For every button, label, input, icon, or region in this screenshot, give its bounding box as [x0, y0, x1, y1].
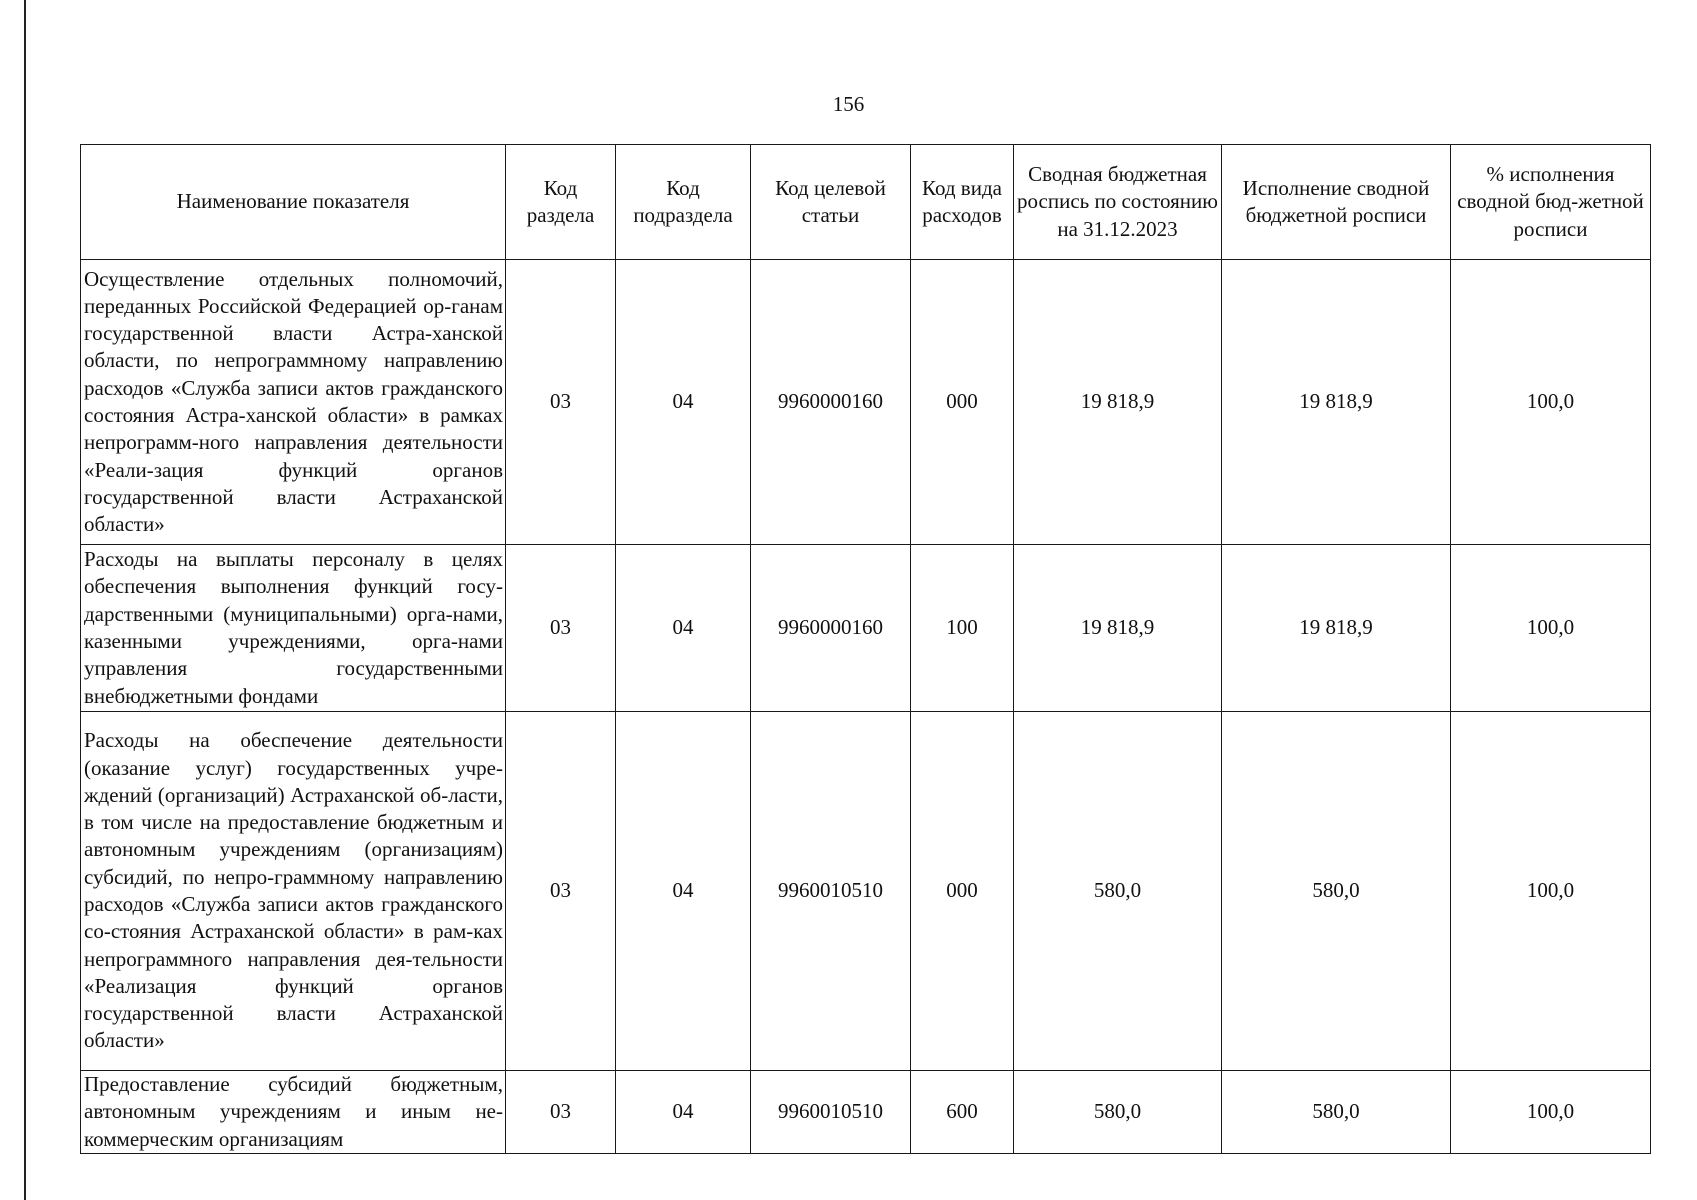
table-row — [81, 260, 1651, 545]
row-indicator-name: Расходы на обеспечение деятельности (оказание услуг) государственных учре-ждений (организаций) Астраханской об-ласти, в том числе на предоставление бюджетным и автономным учреждениям (организациям) субсидий, по непро-граммному направлению расходов «Служба записи актов гражданского со-стояния Астраханской области» в рам-ках непрограммного направления дея-тельности «Реализация функций органов государственной власти Астраханской области» — [81, 712, 506, 1071]
header-execution-percent: % исполнения сводной бюд-жетной росписи — [1451, 145, 1651, 260]
row-budget-execution: 19 818,9 — [1222, 545, 1451, 712]
row-section-code: 03 — [506, 260, 616, 545]
page-number: 156 — [832, 92, 865, 116]
row-indicator-name: Предоставление субсидий бюджетным, автономным учреждениям и иным не-коммерческим организациям — [81, 1071, 506, 1154]
budget-execution-table — [80, 144, 1651, 1154]
row-execution-percent: 100,0 — [1451, 260, 1651, 545]
row-execution-percent: 100,0 — [1451, 712, 1651, 1071]
header-expense-type-code: Код вида расходов — [911, 145, 1014, 260]
row-section-code: 03 — [506, 545, 616, 712]
row-target-article-code: 9960000160 — [751, 545, 911, 712]
row-indicator-name: Расходы на выплаты персоналу в целях обеспечения выполнения функций госу-дарственными (муниципальными) орга-нами, казенными учреждениями, орга-нами управления государственными внебюджетными фондами — [81, 545, 506, 712]
row-execution-percent: 100,0 — [1451, 1071, 1651, 1154]
header-section-code: Код раздела — [506, 145, 616, 260]
scan-edge-line — [24, 0, 26, 1200]
row-budget-execution: 580,0 — [1222, 1071, 1451, 1154]
table-row — [81, 545, 1651, 712]
table-row — [81, 1071, 1651, 1154]
row-consolidated-budget: 19 818,9 — [1014, 545, 1222, 712]
row-expense-type-code: 100 — [911, 545, 1014, 712]
row-subsection-code: 04 — [616, 1071, 751, 1154]
table-row — [81, 712, 1651, 1071]
row-section-code: 03 — [506, 712, 616, 1071]
row-section-code: 03 — [506, 1071, 616, 1154]
row-budget-execution: 19 818,9 — [1222, 260, 1451, 545]
row-expense-type-code: 600 — [911, 1071, 1014, 1154]
header-target-article-code: Код целевой статьи — [751, 145, 911, 260]
row-expense-type-code: 000 — [911, 712, 1014, 1071]
row-expense-type-code: 000 — [911, 260, 1014, 545]
row-target-article-code: 9960010510 — [751, 1071, 911, 1154]
table-header-row — [81, 145, 1651, 260]
row-subsection-code: 04 — [616, 545, 751, 712]
row-consolidated-budget: 580,0 — [1014, 1071, 1222, 1154]
row-target-article-code: 9960000160 — [751, 260, 911, 545]
header-consolidated-budget: Сводная бюджетная роспись по состоянию на 31.12.2023 — [1014, 145, 1222, 260]
row-consolidated-budget: 580,0 — [1014, 712, 1222, 1071]
row-subsection-code: 04 — [616, 712, 751, 1071]
row-target-article-code: 9960010510 — [751, 712, 911, 1071]
row-subsection-code: 04 — [616, 260, 751, 545]
header-indicator-name: Наименование показателя — [81, 145, 506, 260]
header-subsection-code: Код подраздела — [616, 145, 751, 260]
row-indicator-name: Осуществление отдельных полномочий, переданных Российской Федерацией ор-ганам государственной власти Астра-ханской области, по непрограммному направлению расходов «Служба записи актов гражданского состояния Астра-ханской области» в рамках непрограмм-ного направления деятельности «Реали-зация функций органов государственной власти Астраханской области» — [81, 260, 506, 545]
row-consolidated-budget: 19 818,9 — [1014, 260, 1222, 545]
header-budget-execution: Исполнение сводной бюджетной росписи — [1222, 145, 1451, 260]
row-execution-percent: 100,0 — [1451, 545, 1651, 712]
row-budget-execution: 580,0 — [1222, 712, 1451, 1071]
